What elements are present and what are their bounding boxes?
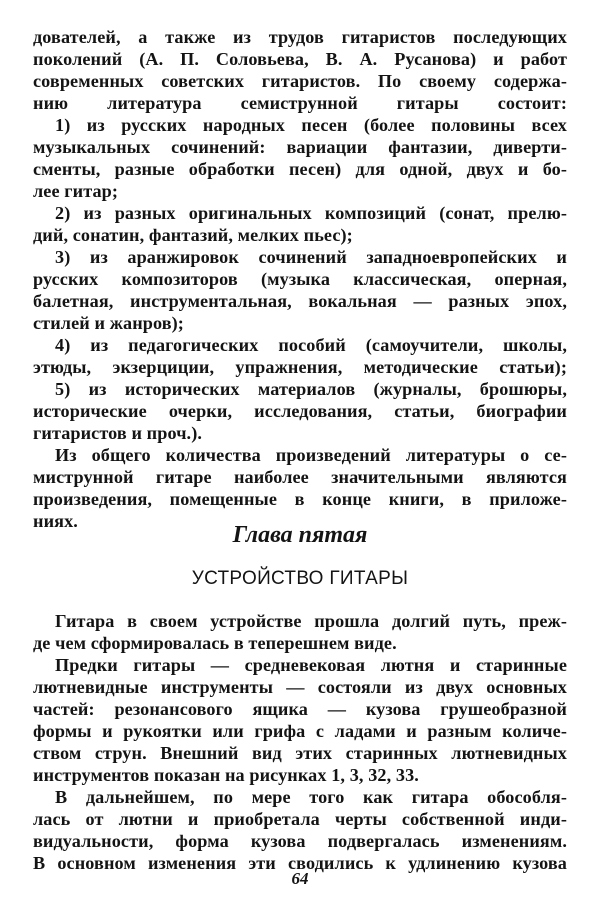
text-line: Из общего количества произведений литературы о се- xyxy=(55,445,567,465)
text-line: русских композиторов (музыка классическая, оперная, xyxy=(33,269,567,289)
text-line: 2) из разных оригинальных композиций (сонат, прелю- xyxy=(55,203,567,223)
text-line: этюды, экзерциции, упражнения, методические статьи); xyxy=(33,357,567,377)
bottom-text-block xyxy=(33,610,567,874)
text-line: лась от лютни и приобретала черты собственной инди- xyxy=(33,809,567,829)
page-number: 64 xyxy=(291,869,309,888)
text-line: лее гитар; xyxy=(33,181,119,201)
text-line: Предки гитары — средневековая лютня и старинные xyxy=(55,655,567,675)
text-line: частей: резонансового ящика — кузова грушеобразной xyxy=(33,699,567,719)
text-line: Гитара в своем устройстве прошла долгий путь, преж- xyxy=(55,611,567,631)
text-line: инструментов показан на рисунках 1, 3, 32, 33. xyxy=(33,765,419,785)
text-line: В дальнейшем, по мере того как гитара обособля- xyxy=(55,787,567,807)
text-line: современных советских гитаристов. По своему содержа- xyxy=(33,71,567,91)
text-line: ством струн. Внешний вид этих старинных лютневидных xyxy=(33,743,567,763)
text-line: поколений (А. П. Соловьева, В. А. Русанова) и работ xyxy=(33,49,567,69)
text-line: миструнной гитаре наиболее значительными являются xyxy=(33,467,567,487)
text-line: формы и рукоятки или грифа с ладами и разным количе- xyxy=(33,721,567,741)
text-line: дователей, а также из трудов гитаристов последующих xyxy=(33,27,567,47)
text-line: произведения, помещенные в конце книги, в приложе- xyxy=(33,489,567,509)
text-line: де чем сформировалась в теперешнем виде. xyxy=(33,633,397,653)
text-line: видуальности, форма кузова подвергалась изменениям. xyxy=(33,831,567,851)
text-line: стилей и жанров); xyxy=(33,313,184,333)
text-line: ниях. xyxy=(33,511,78,531)
text-line: гитаристов и проч.). xyxy=(33,423,203,443)
text-line: 5) из исторических материалов (журналы, брошюры, xyxy=(55,379,567,399)
text-line: 3) из аранжировок сочинений западноевропейских и xyxy=(55,247,567,267)
text-line: музыкальных сочинений: вариации фантазии, диверти- xyxy=(33,137,567,157)
chapter-title: УСТРОЙСТВО ГИТАРЫ xyxy=(191,568,409,589)
text-line: дий, сонатин, фантазий, мелких пьес); xyxy=(33,225,353,245)
text-line: балетная, инструментальная, вокальная — разных эпох, xyxy=(33,291,567,311)
text-line: нию литература семиструнной гитары состоит: xyxy=(33,93,567,113)
text-line: лютневидные инструменты — состояли из двух основных xyxy=(33,677,567,697)
text-line: В основном изменения эти сводились к удлинению кузова xyxy=(33,853,567,873)
text-line: 4) из педагогических пособий (самоучители, школы, xyxy=(55,335,567,355)
chapter-label: Глава пятая xyxy=(232,522,368,548)
text-line: исторические очерки, исследования, статьи, биографии xyxy=(33,401,567,421)
top-text-block xyxy=(33,26,567,532)
text-line: 1) из русских народных песен (более половины всех xyxy=(55,115,567,135)
text-line: сменты, разные обработки песен) для одной, двух и бо- xyxy=(33,159,567,179)
